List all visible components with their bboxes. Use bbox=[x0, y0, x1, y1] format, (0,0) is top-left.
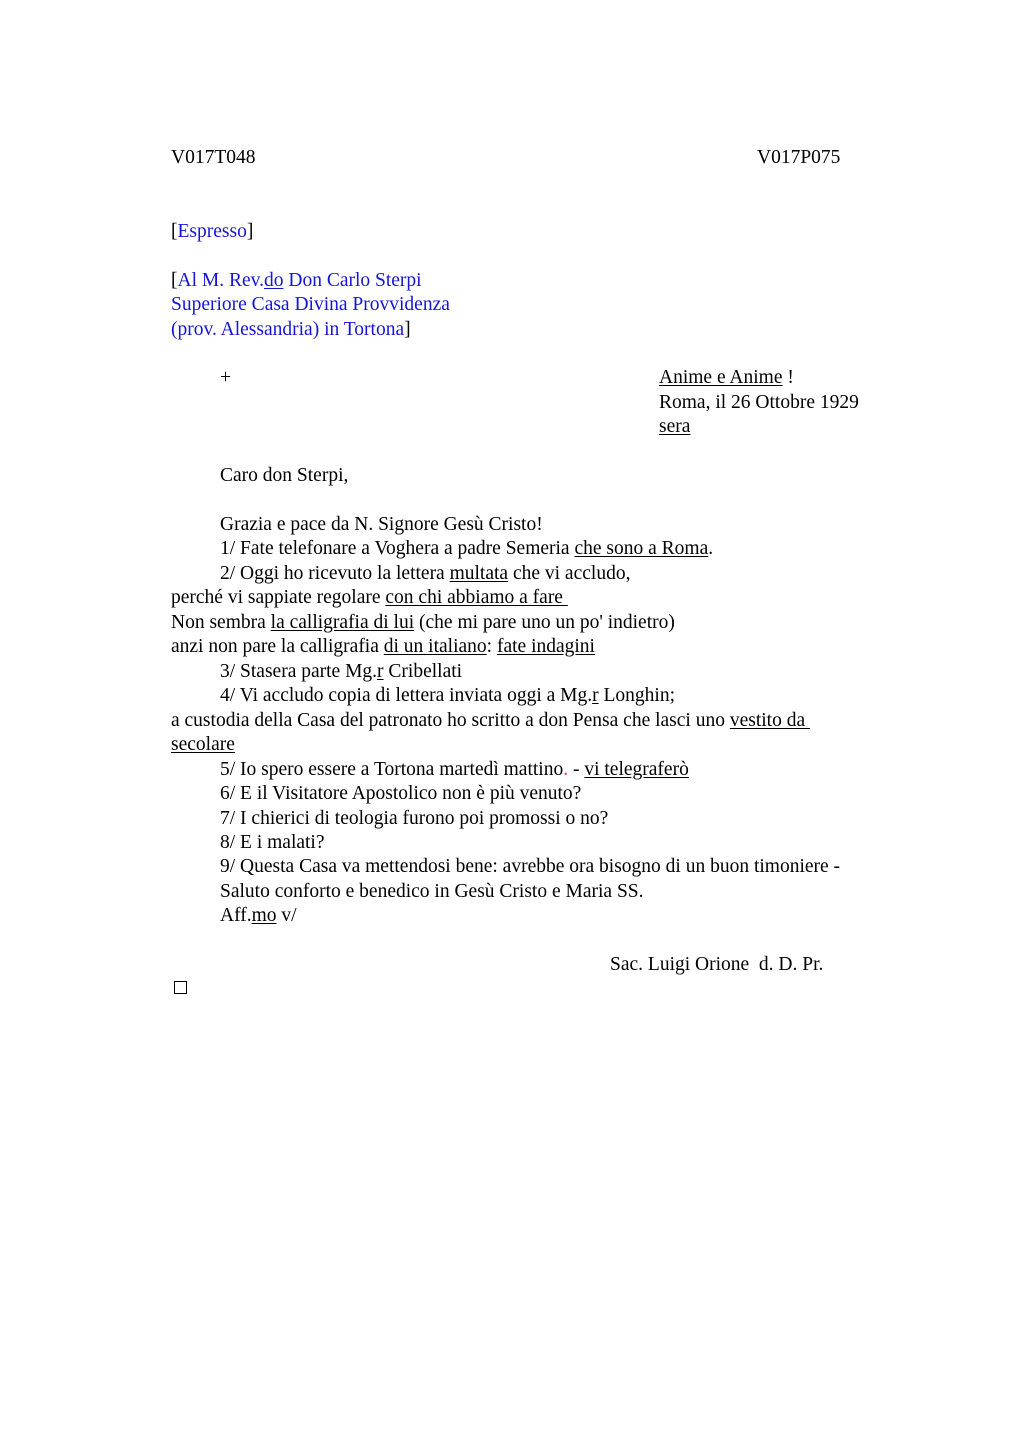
greeting: Grazia e pace da N. Signore Gesù Cristo! bbox=[220, 514, 543, 535]
address-line-1: [Al M. Rev.do Don Carlo Sterpi bbox=[171, 270, 422, 291]
address-line-3: (prov. Alessandria) in Tortona] bbox=[171, 319, 411, 340]
signature: Sac. Luigi Orione d. D. Pr. bbox=[610, 954, 824, 975]
archive-code-left: V017T048 bbox=[171, 147, 256, 168]
salutation: Caro don Sterpi, bbox=[220, 465, 349, 486]
closing-blessing: Saluto conforto e benedico in Gesù Cristo e Maria SS. bbox=[220, 881, 644, 902]
point-1: 1/ Fate telefonare a Voghera a padre Semeria che sono a Roma. bbox=[220, 538, 714, 559]
delivery-note: [Espresso] bbox=[171, 221, 254, 242]
point-6: 6/ E il Visitatore Apostolico non è più venuto? bbox=[220, 783, 582, 804]
point-5: 5/ Io spero essere a Tortona martedì mattino. - vi telegraferò bbox=[220, 759, 689, 780]
point-4-line-3: secolare bbox=[171, 734, 235, 755]
affectionate-closing: Aff.mo v/ bbox=[220, 905, 297, 926]
motto: Anime e Anime ! bbox=[659, 367, 794, 388]
point-2-line-3: Non sembra la calligrafia di lui (che mi pare uno un po' indietro) bbox=[171, 612, 675, 633]
point-2-line-1: 2/ Oggi ho ricevuto la lettera multata che vi accludo, bbox=[220, 563, 631, 584]
point-4-line-2: a custodia della Casa del patronato ho scritto a don Pensa che lasci uno vestito da bbox=[171, 710, 810, 731]
time-of-day: sera bbox=[659, 416, 691, 437]
point-8: 8/ E i malati? bbox=[220, 832, 325, 853]
point-2-line-4: anzi non pare la calligrafia di un italiano: fate indagini bbox=[171, 636, 595, 657]
address-line-2: Superiore Casa Divina Provvidenza bbox=[171, 294, 450, 315]
point-4-line-1: 4/ Vi accludo copia di lettera inviata oggi a Mg.r Longhin; bbox=[220, 685, 675, 706]
archive-code-right: V017P075 bbox=[757, 147, 841, 168]
point-9: 9/ Questa Casa va mettendosi bene: avrebbe ora bisogno di un buon timoniere - bbox=[220, 856, 841, 877]
place-date: Roma, il 26 Ottobre 1929 bbox=[659, 392, 859, 413]
cross-symbol: + bbox=[220, 367, 231, 388]
point-2-line-2: perché vi sappiate regolare con chi abbiamo a fare bbox=[171, 587, 568, 608]
end-box-icon bbox=[174, 981, 187, 994]
point-7: 7/ I chierici di teologia furono poi promossi o no? bbox=[220, 808, 609, 829]
point-3: 3/ Stasera parte Mg.r Cribellati bbox=[220, 661, 463, 682]
